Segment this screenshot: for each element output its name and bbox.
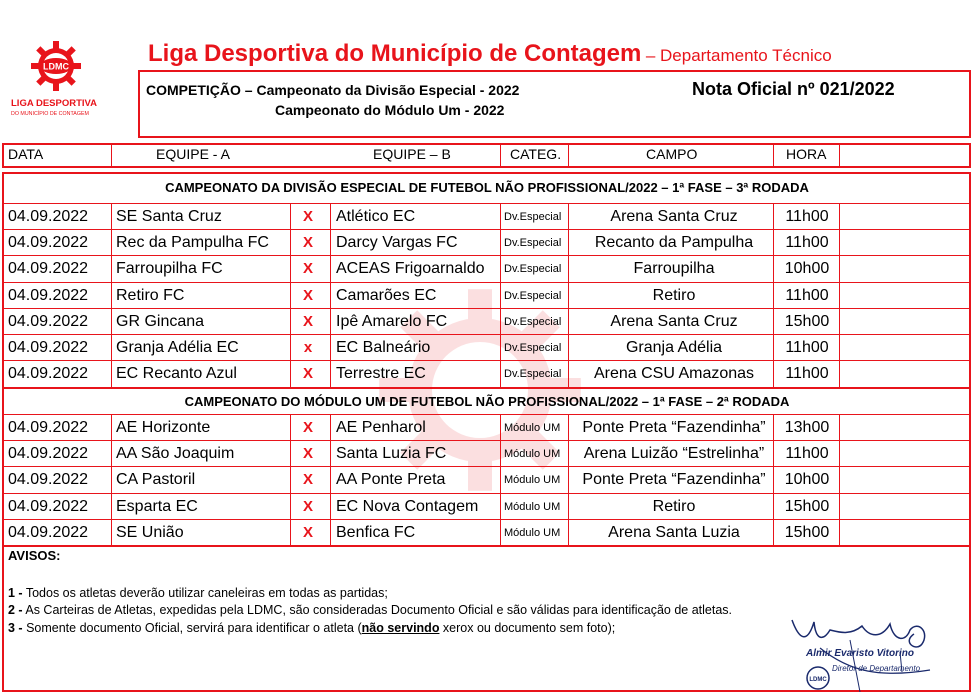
team-a: CA Pastoril <box>116 471 196 489</box>
team-b: Ipê Amarelo FC <box>336 312 448 330</box>
game-time: 11h00 <box>785 339 829 356</box>
team-b: AE Penharol <box>336 419 426 436</box>
table-row <box>4 467 970 493</box>
versus-mark: X <box>302 471 313 489</box>
ldmc-logo <box>8 38 118 122</box>
game-field: Arena Santa Cruz <box>610 312 738 330</box>
game-date: 04.09.2022 <box>8 208 89 225</box>
avisos-title: AVISOS: <box>8 548 61 563</box>
col-header-team-a: EQUIPE - A <box>156 146 230 162</box>
signature-role: Diretor de Departamento <box>832 664 921 673</box>
game-date: 04.09.2022 <box>8 523 89 541</box>
team-b: Atlético EC <box>336 208 416 225</box>
game-date: 04.09.2022 <box>8 339 89 356</box>
game-field: Recanto da Pampulha <box>594 234 754 252</box>
aviso-3-text-a: Somente documento Oficial, servirá para identificar o atleta ( <box>22 621 362 635</box>
team-a: GR Gincana <box>116 312 205 330</box>
game-time: 11h00 <box>785 365 829 383</box>
aviso-3-number: 3 - <box>8 621 23 635</box>
versus-mark: X <box>302 419 313 436</box>
competition-line-2: Campeonato do Módulo Um - 2022 <box>275 102 505 118</box>
table-row <box>4 441 970 467</box>
svg-text:DO MUNICÍPIO DE CONTAGEM: DO MUNICÍPIO DE CONTAGEM <box>11 111 89 117</box>
table-row <box>4 204 970 230</box>
team-b: Darcy Vargas FC <box>336 234 458 252</box>
signature-name: Almir Evaristo Vitorino <box>806 648 914 659</box>
team-a: SE Santa Cruz <box>116 208 222 225</box>
game-date: 04.09.2022 <box>8 419 89 436</box>
game-date: 04.09.2022 <box>8 286 89 304</box>
section-title-modulo-um: CAMPEONATO DO MÓDULO UM DE FUTEBOL NÃO PROFISSIONAL/2022 – 1ª FASE – 2ª RODADA <box>184 394 790 409</box>
team-a: Esparta EC <box>116 497 198 515</box>
versus-mark: X <box>302 365 313 383</box>
team-b: Santa Luzia FC <box>336 445 447 463</box>
game-date: 04.09.2022 <box>8 497 89 515</box>
table-row <box>4 335 970 361</box>
league-name: Liga Desportiva do Município de Contagem <box>148 40 642 67</box>
team-a: EC Recanto Azul <box>116 365 237 383</box>
game-date: 04.09.2022 <box>8 365 89 383</box>
game-time: 10h00 <box>784 260 830 278</box>
game-category: Dv.Especial <box>504 315 562 328</box>
versus-mark: X <box>302 497 313 515</box>
team-a: Granja Adélia EC <box>116 339 239 356</box>
team-a: AA São Joaquim <box>116 445 235 463</box>
aviso-1-number: 1 - <box>8 586 23 600</box>
game-field: Arena CSU Amazonas <box>593 365 755 383</box>
game-category: Dv.Especial <box>504 237 562 250</box>
game-time: 10h00 <box>784 471 830 489</box>
game-field: Arena Luizão “Estrelinha” <box>583 445 765 463</box>
team-a: Rec da Pampulha FC <box>116 234 269 252</box>
game-time: 15h00 <box>784 497 830 515</box>
aviso-3-bold: não servindo <box>361 621 440 635</box>
game-field: Granja Adélia <box>625 339 723 356</box>
game-category: Módulo UM <box>504 422 561 434</box>
game-date: 04.09.2022 <box>8 312 89 330</box>
svg-text:LIGA DESPORTIVA: LIGA DESPORTIVA <box>11 98 98 109</box>
team-b: ACEAS Frigoarnaldo <box>336 260 485 278</box>
game-time: 15h00 <box>784 523 830 541</box>
table-row <box>4 361 970 387</box>
table-row <box>4 256 970 282</box>
team-b: Terrestre EC <box>336 365 426 383</box>
aviso-item-3 <box>8 621 615 635</box>
game-category: Dv.Especial <box>504 342 562 354</box>
league-title <box>148 40 832 68</box>
game-time: 15h00 <box>784 312 830 330</box>
team-b: AA Ponte Preta <box>336 471 446 489</box>
section-title-divisao-especial: CAMPEONATO DA DIVISÃO ESPECIAL DE FUTEBOL NÃO PROFISSIONAL/2022 – 1ª FASE – 3ª RODADA <box>165 180 809 195</box>
col-header-time: HORA <box>786 146 827 162</box>
game-date: 04.09.2022 <box>8 445 89 463</box>
competition-line-1: COMPETIÇÃO – Campeonato da Divisão Especial - 2022 <box>146 82 520 98</box>
game-time: 11h00 <box>785 208 829 225</box>
game-category: Dv.Especial <box>504 368 562 381</box>
svg-text:LDMC: LDMC <box>809 677 827 683</box>
team-a: AE Horizonte <box>116 419 211 436</box>
col-header-category: CATEG. <box>510 146 562 162</box>
game-field: Arena Santa Cruz <box>610 208 738 225</box>
table-row <box>4 415 970 441</box>
table-row <box>4 283 970 309</box>
game-category: Módulo UM <box>504 500 561 513</box>
game-field: Ponte Preta “Fazendinha” <box>582 419 766 436</box>
aviso-1-text: Todos os atletas deverão utilizar caneleiras em todas as partidas; <box>22 586 388 600</box>
versus-mark: X <box>302 260 313 278</box>
game-date: 04.09.2022 <box>8 234 89 252</box>
game-field: Retiro <box>652 286 696 304</box>
aviso-item-2 <box>8 603 732 617</box>
col-header-team-b: EQUIPE – B <box>373 146 451 162</box>
team-a: Farroupilha FC <box>116 260 223 278</box>
table-row <box>4 494 970 520</box>
game-category: Módulo UM <box>504 474 561 487</box>
team-a: SE União <box>116 523 184 541</box>
game-time: 11h00 <box>785 445 829 463</box>
team-b: EC Balneário <box>336 339 431 356</box>
game-field: Ponte Preta “Fazendinha” <box>582 471 766 489</box>
aviso-2-number: 2 - <box>8 603 23 617</box>
aviso-item-1 <box>8 586 388 600</box>
versus-mark: X <box>302 234 313 252</box>
versus-mark: X <box>302 523 313 541</box>
team-b: Camarões EC <box>336 286 437 304</box>
game-category: Módulo UM <box>504 526 561 539</box>
game-category: Dv.Especial <box>504 211 562 223</box>
game-category: Dv.Especial <box>504 263 562 276</box>
versus-mark: X <box>302 286 313 304</box>
game-field: Retiro <box>652 497 696 515</box>
game-time: 11h00 <box>785 234 829 252</box>
game-field: Farroupilha <box>633 260 715 278</box>
aviso-3-text-b: xerox ou documento sem foto); <box>439 621 616 635</box>
svg-text:LDMC: LDMC <box>43 61 69 72</box>
aviso-2-text: As Carteiras de Atletas, expedidas pela LDMC, são consideradas Documento Oficial e são válidas para identificação de atletas. <box>22 603 733 617</box>
table-row <box>4 520 970 546</box>
team-a: Retiro FC <box>116 286 185 304</box>
table-row <box>4 230 970 256</box>
official-note-number: Nota Oficial nº 021/2022 <box>692 79 895 99</box>
game-field: Arena Santa Luzia <box>608 523 740 541</box>
versus-mark: X <box>302 312 313 330</box>
versus-mark: X <box>302 208 313 225</box>
game-time: 11h00 <box>785 286 829 304</box>
department-name: – Departamento Técnico <box>645 46 832 65</box>
game-category: Módulo UM <box>504 448 561 461</box>
game-time: 13h00 <box>784 419 830 436</box>
col-header-field: CAMPO <box>646 146 698 162</box>
game-date: 04.09.2022 <box>8 260 89 278</box>
game-category: Dv.Especial <box>504 289 562 302</box>
team-b: EC Nova Contagem <box>336 497 479 515</box>
versus-mark: x <box>303 339 313 356</box>
team-b: Benfica FC <box>336 523 416 541</box>
versus-mark: X <box>302 445 313 463</box>
table-row <box>4 309 970 335</box>
game-date: 04.09.2022 <box>8 471 89 489</box>
col-header-date: DATA <box>8 146 44 162</box>
